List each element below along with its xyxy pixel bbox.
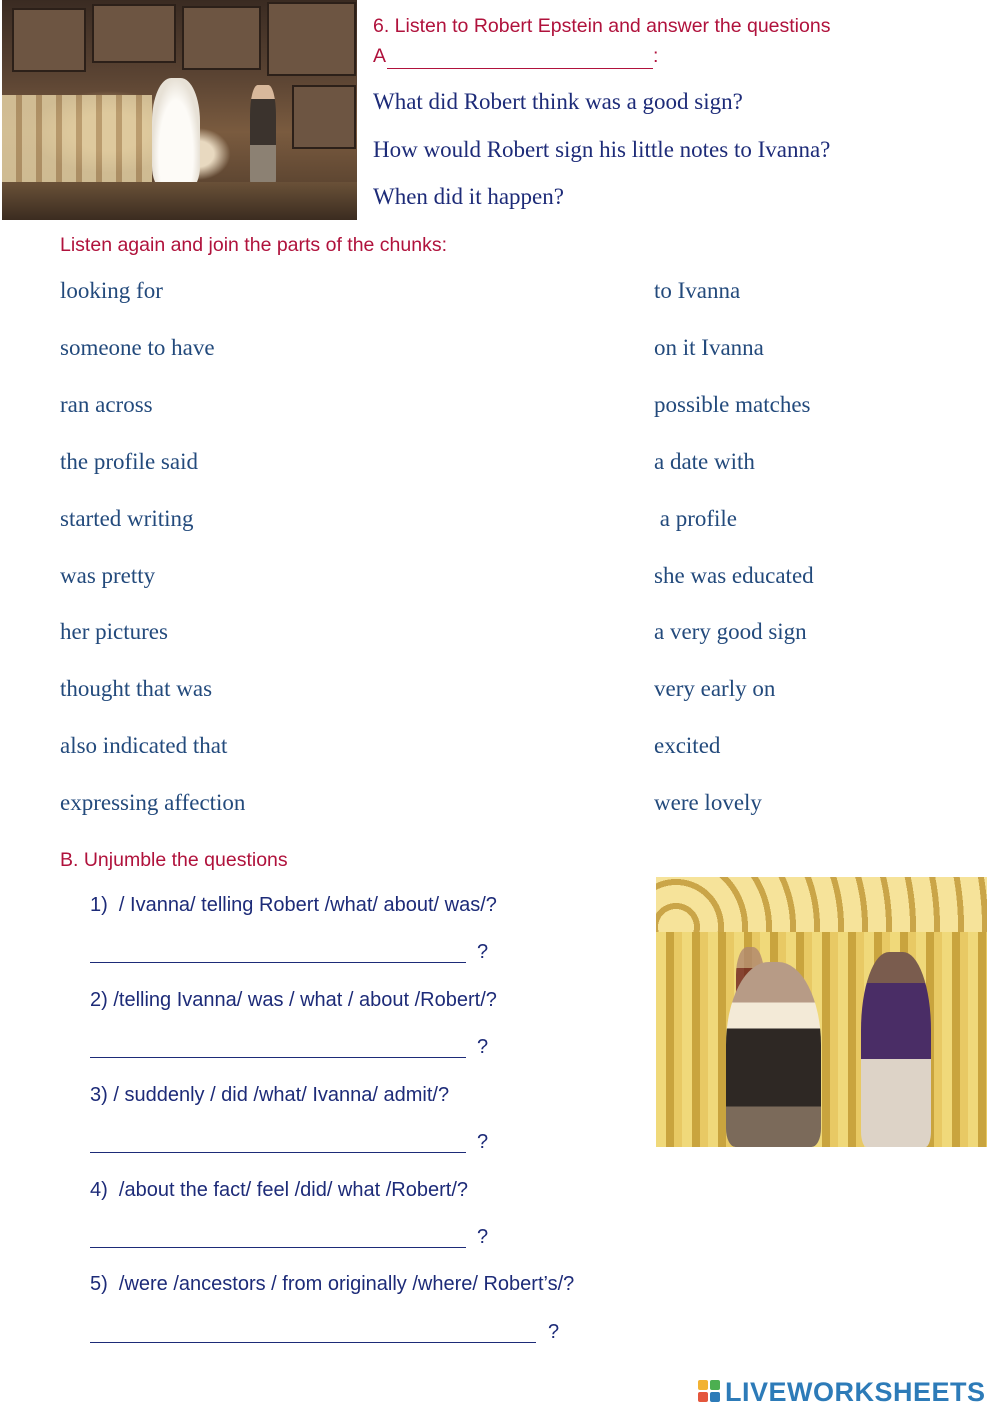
part-a-label: A bbox=[373, 45, 387, 67]
question-sign-notes: How would Robert sign his little notes to Ivanna? bbox=[373, 137, 831, 162]
chunk-right[interactable]: a profile bbox=[654, 506, 738, 531]
question-mark: ? bbox=[548, 1321, 560, 1343]
chunk-right[interactable]: a very good sign bbox=[654, 619, 807, 644]
chunk-left[interactable]: the profile said bbox=[60, 449, 198, 474]
unjumble-question: 3) / suddenly / did /what/ Ivanna/ admit/? bbox=[90, 1084, 450, 1106]
chunk-left[interactable]: expressing affection bbox=[60, 790, 246, 815]
liveworksheets-logo bbox=[698, 1377, 986, 1407]
question-mark: ? bbox=[477, 1226, 489, 1248]
unjumble-question: 1) / Ivanna/ telling Robert /what/ about/ was/? bbox=[90, 894, 497, 916]
chunk-left[interactable]: her pictures bbox=[60, 619, 168, 644]
question-mark: ? bbox=[477, 1131, 489, 1153]
section-6-title: 6. Listen to Robert Epstein and answer the questions bbox=[373, 15, 831, 37]
chunk-left[interactable]: also indicated that bbox=[60, 733, 228, 758]
part-a-colon: : bbox=[653, 45, 659, 67]
chunk-left[interactable]: was pretty bbox=[60, 563, 156, 588]
liveworksheets-mark-icon bbox=[698, 1380, 722, 1404]
chunk-right[interactable]: a date with bbox=[654, 449, 755, 474]
chunk-left[interactable]: looking for bbox=[60, 278, 163, 303]
answer-line[interactable] bbox=[90, 1247, 466, 1248]
chunk-right[interactable]: were lovely bbox=[654, 790, 762, 815]
unjumble-question: 5) /were /ancestors / from originally /where/ Robert’s/? bbox=[90, 1273, 575, 1295]
answer-line[interactable] bbox=[90, 962, 466, 963]
chunk-right[interactable]: excited bbox=[654, 733, 721, 758]
unjumble-question: 2) /telling Ivanna/ was / what / about /Robert/? bbox=[90, 989, 497, 1011]
answer-line[interactable] bbox=[90, 1152, 466, 1153]
opera-stage-photo bbox=[2, 0, 357, 220]
chunk-left[interactable]: ran across bbox=[60, 392, 153, 417]
question-mark: ? bbox=[477, 941, 489, 963]
section-b-title: B. Unjumble the questions bbox=[60, 849, 288, 871]
question-when: When did it happen? bbox=[373, 184, 564, 209]
question-good-sign: What did Robert think was a good sign? bbox=[373, 89, 743, 114]
answer-line[interactable] bbox=[90, 1057, 466, 1058]
chunk-right[interactable]: very early on bbox=[654, 676, 776, 701]
chunk-left[interactable]: thought that was bbox=[60, 676, 213, 701]
chunk-right[interactable]: she was educated bbox=[654, 563, 814, 588]
logo-text: LIVEWORKSHEETS bbox=[725, 1376, 986, 1407]
answer-line[interactable] bbox=[90, 1342, 536, 1343]
question-mark: ? bbox=[477, 1036, 489, 1058]
chunk-left[interactable]: started writing bbox=[60, 506, 194, 531]
unjumble-question: 4) /about the fact/ feel /did/ what /Robert/? bbox=[90, 1179, 468, 1201]
chunk-left[interactable]: someone to have bbox=[60, 335, 215, 360]
chunks-instruction: Listen again and join the parts of the chunks: bbox=[60, 234, 448, 256]
chunk-right[interactable]: to Ivanna bbox=[654, 278, 741, 303]
part-a-answer-line[interactable] bbox=[387, 68, 653, 69]
chunk-right[interactable]: possible matches bbox=[654, 392, 811, 417]
chunk-right[interactable]: on it Ivanna bbox=[654, 335, 764, 360]
curtain-stage-photo bbox=[656, 877, 987, 1147]
